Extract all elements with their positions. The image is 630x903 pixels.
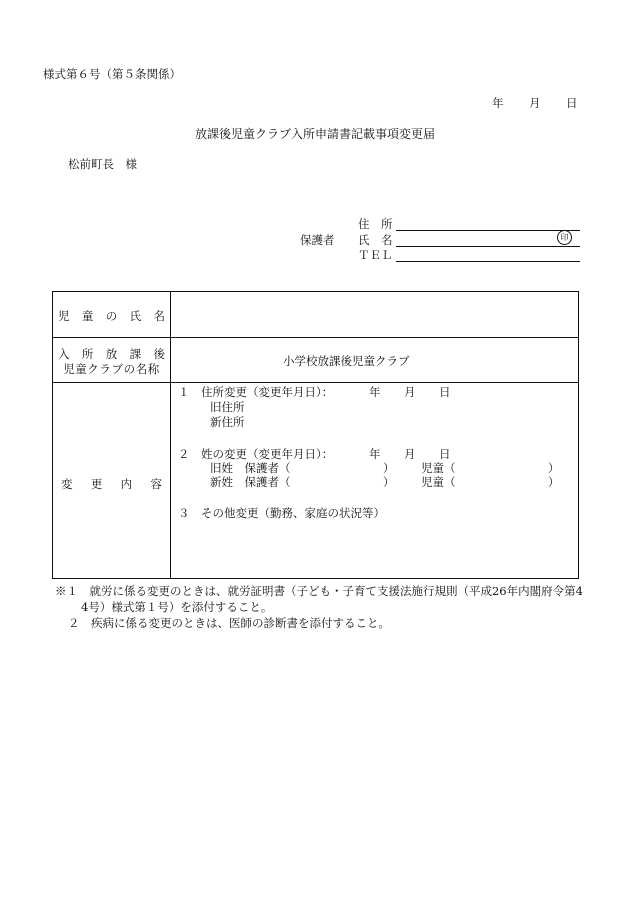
- old-address-label[interactable]: 旧住所: [210, 400, 245, 414]
- change-content-label: 変 更 内 容: [61, 477, 162, 491]
- form-number: 様式第６号（第５条関係）: [43, 67, 181, 81]
- new-surname-child-close: ）: [548, 475, 560, 489]
- address-change-day: 日: [439, 385, 451, 399]
- child-name-input[interactable]: [171, 294, 579, 335]
- surname-change-day: 日: [439, 447, 451, 461]
- notes: [55, 583, 583, 631]
- seal-icon: 印: [557, 230, 572, 245]
- child-name-label: 児 童 の 氏 名: [58, 309, 165, 323]
- address-line: [396, 230, 580, 231]
- new-address-label[interactable]: 新住所: [210, 415, 245, 429]
- club-label-line1: 入 所 放 課 後: [58, 347, 165, 361]
- change-table: [52, 291, 579, 579]
- note-2: ２ 疾病に係る変更のときは、医師の診断書を添付すること。: [68, 616, 390, 630]
- surname-change-item: ２ 姓の変更（変更年月日）：: [178, 447, 334, 461]
- club-label-line2: 児童クラブの名称: [63, 362, 160, 376]
- address-label: 住 所: [358, 217, 393, 231]
- document-title: 放課後児童クラブ入所申請書記載事項変更届: [194, 127, 435, 141]
- club-name[interactable]: 小学校放課後児童クラブ: [283, 354, 410, 368]
- tel-line: [396, 261, 580, 262]
- surname-change-year: 年: [369, 447, 381, 461]
- other-change-item[interactable]: ３ その他変更（勤務、家庭の状況等）: [178, 506, 385, 520]
- note-1-line-2: 4号）様式第１号）を添付すること。: [81, 600, 273, 614]
- address-field[interactable]: [358, 216, 580, 230]
- name-field[interactable]: [358, 232, 580, 246]
- new-surname-guardian[interactable]: 新姓 保護者（: [210, 475, 291, 489]
- address-change-year: 年: [369, 385, 381, 399]
- tel-field[interactable]: [358, 247, 580, 261]
- name-label: 氏 名: [358, 233, 393, 247]
- old-surname-child[interactable]: 児童（: [421, 461, 456, 475]
- address-change-item: １ 住所変更（変更年月日）：: [178, 385, 334, 399]
- applicant-label: 保護者: [300, 233, 335, 247]
- note-1-line-1: ※１ 就労に係る変更のときは、就労証明書（子ども・子育て支援法施行規則（平成26年内閣府令第4: [55, 584, 583, 598]
- new-surname-child[interactable]: 児童（: [421, 475, 456, 489]
- table-row-divider: [53, 337, 578, 338]
- address-change-month: 月: [404, 385, 416, 399]
- tel-label: ＴＥＬ: [358, 248, 393, 262]
- date-year-label: 年: [492, 96, 504, 110]
- addressee: 松前町長 様: [68, 157, 137, 171]
- old-surname-child-close: ）: [548, 461, 560, 475]
- old-surname-guardian[interactable]: 旧姓 保護者（: [210, 461, 291, 475]
- table-row-divider: [53, 382, 578, 383]
- surname-change-month: 月: [404, 447, 416, 461]
- new-surname-guardian-close: ）: [383, 475, 395, 489]
- date-day-label: 日: [566, 96, 578, 110]
- date-month-label: 月: [529, 96, 541, 110]
- old-surname-guardian-close: ）: [383, 461, 395, 475]
